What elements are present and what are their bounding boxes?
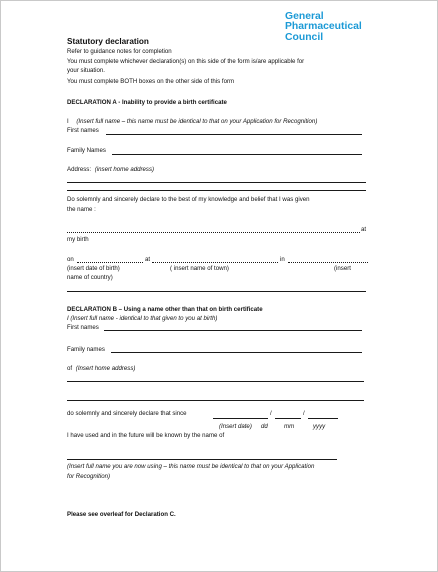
decl-a-hint-country: name of country) [67, 274, 113, 281]
decl-a-in-label: in [280, 256, 285, 263]
decl-b-insert-date-hint: (Insert date) [219, 423, 252, 430]
decl-b-footer-hint-2: for Recognition) [67, 473, 111, 480]
decl-a-hint-town: ( insert name of town) [170, 265, 229, 272]
decl-a-insert-name-hint: (Insert full name – this name must be identical to that on your Application for Recognition) [76, 118, 318, 125]
decl-a-my-birth-label: my birth [67, 236, 89, 243]
decl-b-first-names-field[interactable] [104, 330, 362, 331]
decl-b-insert-name-hint: I (Insert full name - identical to that given to you at birth) [67, 315, 218, 322]
decl-b-footer-hint-1: (Insert full name you are now using – this name must be identical to that on your Application [67, 463, 315, 470]
form-title: Statutory declaration [67, 37, 149, 46]
decl-b-dd-hint: dd [261, 423, 268, 430]
decl-a-first-names-label: First names [67, 127, 99, 134]
decl-b-address-field-1[interactable] [67, 381, 364, 382]
decl-a-first-names-field[interactable] [106, 134, 362, 135]
decl-b-month-field[interactable] [275, 418, 301, 419]
instruction-1: Refer to guidance notes for completion [67, 48, 172, 55]
decl-a-birth-date-field[interactable] [77, 262, 143, 263]
decl-a-given-name-field[interactable] [67, 232, 360, 233]
decl-b-family-names-label: Family names [67, 346, 105, 353]
logo-line-1: General [285, 11, 324, 22]
logo-line-2: Pharmaceutical [285, 21, 362, 33]
decl-b-mm-hint: mm [284, 423, 295, 430]
decl-a-extra-field[interactable] [67, 291, 366, 292]
decl-a-on-label: on [67, 256, 74, 263]
instruction-3: your situation. [67, 67, 105, 74]
decl-b-first-names-label: First names [67, 324, 99, 331]
decl-b-current-name-field[interactable] [67, 459, 337, 460]
instruction-2: You must complete whichever declaration(s) on this side of the form is/are applicable for [67, 58, 305, 65]
decl-a-address-label: Address: [67, 166, 92, 173]
decl-b-yyyy-hint: yyyy [313, 423, 326, 430]
decl-b-address-field-2[interactable] [67, 400, 364, 401]
decl-b-family-names-field[interactable] [111, 352, 362, 353]
instruction-4: You must complete BOTH boxes on the other side of this form [67, 78, 235, 85]
decl-a-solemn-line-1: Do solemnly and sincerely declare to the best of my knowledge and belief that I was given [67, 196, 310, 203]
decl-a-country-field[interactable] [288, 262, 368, 263]
decl-b-home-address-hint: (Insert home address) [75, 365, 136, 372]
decl-b-address-row [67, 365, 135, 373]
decl-a-family-names-field[interactable] [112, 154, 362, 155]
decl-a-family-names-label: Family Names [67, 147, 106, 154]
declaration-b-heading: DECLARATION B – Using a name other than that on birth certificate [67, 306, 263, 313]
decl-b-used-text: I have used and in the future will be known by the name of [67, 432, 225, 439]
decl-b-slash-1: / [270, 410, 272, 417]
decl-b-since-text: do solemnly and sincerely declare that since [67, 410, 187, 417]
decl-a-hint-birth-date: (insert date of birth) [67, 265, 120, 272]
decl-a-solemn-line-2: the name : [67, 206, 96, 213]
decl-b-slash-2: / [303, 410, 305, 417]
decl-a-hint-insert: (insert [334, 265, 351, 272]
logo-line-3: Council [285, 31, 324, 43]
decl-a-address-field-2[interactable] [67, 190, 366, 191]
decl-a-at-dots-label: at [145, 256, 151, 263]
declaration-a-heading: DECLARATION A - Inability to provide a birth certificate [67, 99, 227, 106]
gpc-logo [285, 12, 362, 43]
decl-a-name-hint-row [67, 118, 317, 126]
decl-b-day-field[interactable] [213, 418, 268, 419]
decl-a-at-label: at [361, 226, 367, 233]
decl-a-address-row [67, 166, 154, 174]
overleaf-note: Please see overleaf for Declaration C. [67, 511, 176, 518]
decl-b-of-prefix: of [67, 365, 73, 372]
decl-a-address-field-1[interactable] [67, 182, 366, 183]
decl-a-town-field[interactable] [152, 262, 278, 263]
decl-a-i-prefix: I [67, 118, 69, 125]
decl-b-year-field[interactable] [308, 418, 338, 419]
decl-a-address-hint: (insert home address) [94, 166, 155, 173]
